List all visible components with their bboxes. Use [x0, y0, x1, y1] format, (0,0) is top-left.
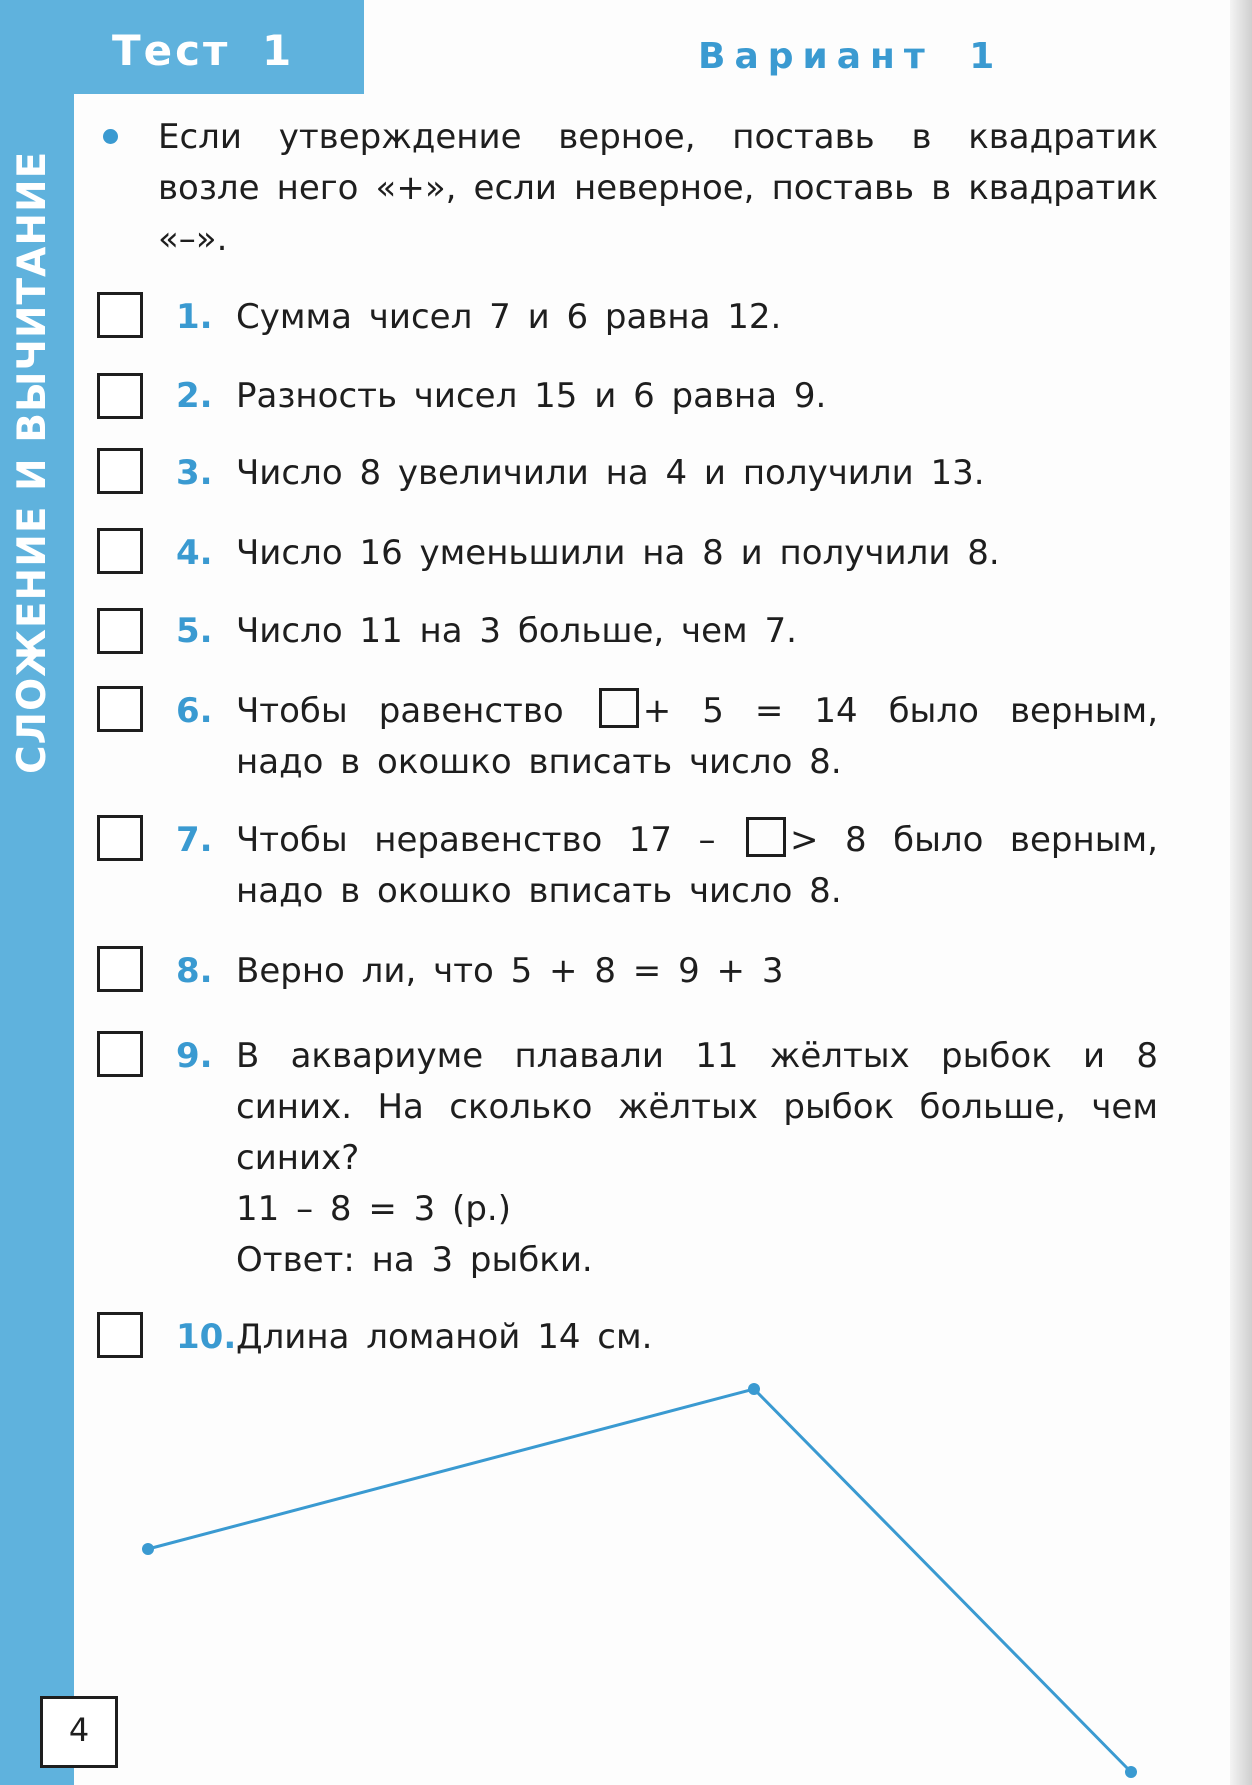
task-number: 10.	[176, 1317, 237, 1357]
task-text-before: Чтобы неравенство 17 –	[236, 820, 716, 860]
test-title: Тест 1	[112, 26, 295, 75]
page-number: 4	[68, 1711, 90, 1749]
task-text: Длина ломаной 14 см.	[236, 1317, 653, 1357]
broken-line-point	[748, 1383, 760, 1395]
task-text: В аквариуме плавали 11 жёлтых рыбок и 8 синих. На сколько жёлтых рыбок больше, чем синих?	[236, 1036, 1158, 1178]
task-number: 1.	[176, 297, 213, 337]
task-solution: 11 – 8 = 3 (р.)	[236, 1189, 511, 1229]
task-text-before: Чтобы равенство	[236, 691, 564, 731]
variant-title: Вариант 1	[698, 36, 1004, 77]
task-number: 8.	[176, 951, 213, 991]
task-text: Верно ли, что 5 + 8 = 9 + 3	[236, 951, 784, 991]
task-text-after: > 8 было верным, надо в окошко вписать число 8.	[236, 820, 1158, 911]
section-title: СЛОЖЕНИЕ И ВЫЧИТАНИЕ	[10, 150, 55, 774]
broken-line	[148, 1389, 1131, 1772]
task-text: Число 11 на 3 больше, чем 7.	[236, 611, 797, 651]
task-text: Число 8 увеличили на 4 и получили 13.	[236, 453, 985, 493]
task-text: Число 16 уменьшили на 8 и получили 8.	[236, 533, 1000, 573]
broken-line-point	[142, 1543, 154, 1555]
task-number: 2.	[176, 376, 213, 416]
page-number-box	[40, 1696, 118, 1768]
task-number: 6.	[176, 691, 213, 731]
task-text: Разность чисел 15 и 6 равна 9.	[236, 376, 827, 416]
broken-line-point	[1125, 1766, 1137, 1778]
task-number: 3.	[176, 453, 213, 493]
task-number: 7.	[176, 820, 213, 860]
task-number: 9.	[176, 1036, 213, 1076]
task-text: Сумма чисел 7 и 6 равна 12.	[236, 297, 782, 337]
task-number: 4.	[176, 533, 213, 573]
task-text-after: + 5 = 14 было верным, надо в окошко вписать число 8.	[236, 691, 1159, 782]
task-answer: Ответ: на 3 рыбки.	[236, 1240, 593, 1280]
task-number: 5.	[176, 611, 213, 651]
instructions: Если утверждение верное, поставь в квадратик возле него «+», если неверное, поставь в квадратик «–».	[158, 117, 1158, 259]
